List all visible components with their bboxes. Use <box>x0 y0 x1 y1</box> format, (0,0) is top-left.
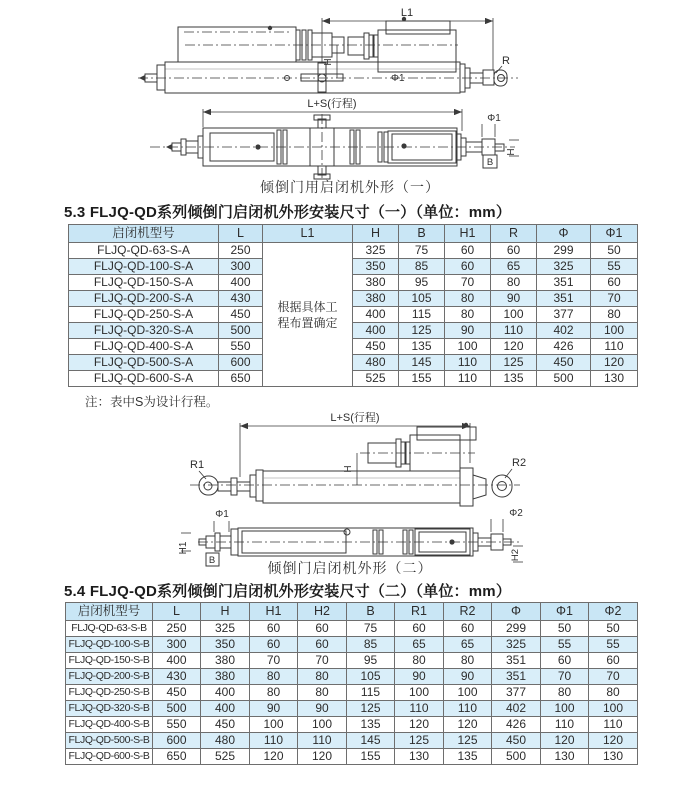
column-header: H <box>201 603 250 621</box>
value-cell: 426 <box>537 339 591 355</box>
value-cell: 380 <box>201 669 250 685</box>
value-cell: 250 <box>219 243 263 259</box>
value-cell: 350 <box>201 637 250 653</box>
value-cell: 500 <box>537 371 591 387</box>
value-cell: 145 <box>347 733 395 749</box>
fig2-h-side-label: H <box>343 465 354 473</box>
table-row <box>66 749 638 765</box>
value-cell: 480 <box>201 733 250 749</box>
value-cell: 525 <box>201 749 250 765</box>
fig2-phi2-label: Φ2 <box>509 508 523 519</box>
model-cell: FLJQ-QD-500-S-B <box>66 733 153 749</box>
value-cell: 65 <box>444 637 492 653</box>
value-cell: 115 <box>347 685 395 701</box>
value-cell: 155 <box>347 749 395 765</box>
column-header: Φ1 <box>591 225 638 243</box>
value-cell: 600 <box>219 355 263 371</box>
table-row <box>69 291 638 307</box>
table-row <box>69 259 638 275</box>
value-cell: 299 <box>492 621 541 637</box>
value-cell: 135 <box>399 339 445 355</box>
section-5-4-heading: 5.4 FLJQ-QD系列倾倒门启闭机外形安装尺寸（二）（单位：mm） <box>64 583 512 600</box>
value-cell: 65 <box>491 259 537 275</box>
value-cell: 70 <box>298 653 347 669</box>
value-cell: 80 <box>589 685 638 701</box>
model-cell: FLJQ-QD-200-S-B <box>66 669 153 685</box>
table-row <box>69 275 638 291</box>
value-cell: 70 <box>250 653 298 669</box>
column-header: 启闭机型号 <box>69 225 219 243</box>
value-cell: 155 <box>399 371 445 387</box>
value-cell: 480 <box>353 355 399 371</box>
model-cell: FLJQ-QD-63-S-B <box>66 621 153 637</box>
value-cell: 450 <box>353 339 399 355</box>
column-header: Φ <box>492 603 541 621</box>
value-cell: 80 <box>491 275 537 291</box>
value-cell: 402 <box>537 323 591 339</box>
value-cell: 90 <box>298 701 347 717</box>
value-cell: 351 <box>492 653 541 669</box>
value-cell: 115 <box>399 307 445 323</box>
value-cell: 500 <box>219 323 263 339</box>
column-header: H <box>353 225 399 243</box>
model-cell: FLJQ-QD-320-S-B <box>66 701 153 717</box>
value-cell: 60 <box>591 275 638 291</box>
model-cell: FLJQ-QD-200-S-A <box>69 291 219 307</box>
value-cell: 60 <box>445 259 491 275</box>
value-cell: 80 <box>445 307 491 323</box>
value-cell: 450 <box>492 733 541 749</box>
value-cell: 351 <box>537 275 591 291</box>
dimension-table-2 <box>65 602 638 765</box>
value-cell: 351 <box>492 669 541 685</box>
fig2-b-label: B <box>208 555 216 566</box>
value-cell: 70 <box>445 275 491 291</box>
value-cell: 110 <box>298 733 347 749</box>
value-cell: 60 <box>250 637 298 653</box>
value-cell: 60 <box>491 243 537 259</box>
model-cell: FLJQ-QD-250-S-B <box>66 685 153 701</box>
value-cell: 525 <box>353 371 399 387</box>
table-row <box>69 355 638 371</box>
value-cell: 125 <box>347 701 395 717</box>
column-header: R2 <box>444 603 492 621</box>
value-cell: 120 <box>541 733 589 749</box>
value-cell: 70 <box>589 669 638 685</box>
value-cell: 100 <box>395 685 444 701</box>
value-cell: 65 <box>395 637 444 653</box>
header-row <box>69 225 638 243</box>
table-row <box>66 669 638 685</box>
value-cell: 650 <box>219 371 263 387</box>
value-cell: 90 <box>445 323 491 339</box>
value-cell: 85 <box>347 637 395 653</box>
value-cell: 125 <box>491 355 537 371</box>
value-cell: 400 <box>201 685 250 701</box>
value-cell: 130 <box>541 749 589 765</box>
model-cell: FLJQ-QD-500-S-A <box>69 355 219 371</box>
fig1-phi1-plan-label: Φ1 <box>487 113 501 124</box>
value-cell: 500 <box>492 749 541 765</box>
value-cell: 402 <box>492 701 541 717</box>
fig1-plan-view <box>150 96 519 180</box>
value-cell: 80 <box>250 685 298 701</box>
value-cell: 120 <box>250 749 298 765</box>
figure1-drawing <box>0 0 700 200</box>
l1-note-line: 根据具体工 <box>277 299 338 314</box>
value-cell: 60 <box>250 621 298 637</box>
value-cell: 380 <box>201 653 250 669</box>
value-cell: 130 <box>395 749 444 765</box>
value-cell: 55 <box>589 637 638 653</box>
value-cell: 60 <box>589 653 638 669</box>
fig1-h-side-label: H <box>323 58 334 66</box>
value-cell: 130 <box>591 371 638 387</box>
value-cell: 135 <box>347 717 395 733</box>
value-cell: 400 <box>153 653 201 669</box>
table-row <box>69 307 638 323</box>
value-cell: 60 <box>444 621 492 637</box>
value-cell: 95 <box>347 653 395 669</box>
value-cell: 80 <box>298 685 347 701</box>
value-cell: 120 <box>591 355 638 371</box>
value-cell: 100 <box>250 717 298 733</box>
model-cell: FLJQ-QD-320-S-A <box>69 323 219 339</box>
value-cell: 90 <box>444 669 492 685</box>
column-header: B <box>347 603 395 621</box>
table-row <box>66 653 638 669</box>
value-cell: 120 <box>444 717 492 733</box>
value-cell: 325 <box>492 637 541 653</box>
column-header: H1 <box>445 225 491 243</box>
column-header: R <box>491 225 537 243</box>
value-cell: 450 <box>201 717 250 733</box>
fig2-h1-label: H1 <box>178 541 189 555</box>
fig1-l1-label: L1 <box>400 7 414 19</box>
value-cell: 90 <box>491 291 537 307</box>
value-cell: 75 <box>347 621 395 637</box>
table-row <box>66 701 638 717</box>
value-cell: 450 <box>219 307 263 323</box>
column-header: B <box>399 225 445 243</box>
l1-note-line: 程布置确定 <box>277 315 338 330</box>
value-cell: 110 <box>445 371 491 387</box>
value-cell: 110 <box>589 717 638 733</box>
value-cell: 80 <box>591 307 638 323</box>
value-cell: 100 <box>591 323 638 339</box>
value-cell: 377 <box>492 685 541 701</box>
value-cell: 60 <box>298 637 347 653</box>
column-header: Φ2 <box>589 603 638 621</box>
value-cell: 300 <box>219 259 263 275</box>
value-cell: 110 <box>444 701 492 717</box>
value-cell: 105 <box>347 669 395 685</box>
value-cell: 120 <box>589 733 638 749</box>
table-row <box>66 717 638 733</box>
table1-note: 注：表中S为设计行程。 <box>85 395 219 409</box>
value-cell: 70 <box>541 669 589 685</box>
value-cell: 650 <box>153 749 201 765</box>
figure2-caption: 倾倒门启闭机外形（二） <box>267 560 433 576</box>
table-row <box>69 339 638 355</box>
column-header: 启闭机型号 <box>66 603 153 621</box>
value-cell: 110 <box>541 717 589 733</box>
value-cell: 550 <box>219 339 263 355</box>
value-cell: 100 <box>445 339 491 355</box>
value-cell: 75 <box>399 243 445 259</box>
fig1-b-plan-label: B <box>486 157 494 168</box>
value-cell: 351 <box>537 291 591 307</box>
value-cell: 110 <box>445 355 491 371</box>
value-cell: 350 <box>353 259 399 275</box>
value-cell: 400 <box>353 307 399 323</box>
column-header: Φ1 <box>541 603 589 621</box>
value-cell: 426 <box>492 717 541 733</box>
value-cell: 80 <box>445 291 491 307</box>
value-cell: 400 <box>353 323 399 339</box>
table-row <box>66 685 638 701</box>
value-cell: 600 <box>153 733 201 749</box>
value-cell: 90 <box>395 669 444 685</box>
value-cell: 550 <box>153 717 201 733</box>
column-header: H1 <box>250 603 298 621</box>
value-cell: 380 <box>353 275 399 291</box>
value-cell: 135 <box>444 749 492 765</box>
fig2-h2-label: H2 <box>510 548 521 562</box>
value-cell: 100 <box>541 701 589 717</box>
value-cell: 125 <box>399 323 445 339</box>
value-cell: 120 <box>491 339 537 355</box>
value-cell: 50 <box>591 243 638 259</box>
fig1-side-view <box>138 7 518 93</box>
value-cell: 60 <box>445 243 491 259</box>
figure1-caption: 倾倒门用启闭机外形（一） <box>260 179 440 195</box>
value-cell: 300 <box>153 637 201 653</box>
column-header: L <box>153 603 201 621</box>
column-header: L <box>219 225 263 243</box>
fig2-side-view <box>190 410 526 506</box>
figure2-drawing <box>0 405 700 575</box>
column-header: L1 <box>263 225 353 243</box>
fig1-r-label: R <box>502 55 510 67</box>
value-cell: 60 <box>541 653 589 669</box>
fig1-h-plan-label: H <box>506 148 517 156</box>
value-cell: 135 <box>491 371 537 387</box>
value-cell: 50 <box>541 621 589 637</box>
value-cell: 90 <box>250 701 298 717</box>
table-row <box>66 637 638 653</box>
value-cell: 80 <box>444 653 492 669</box>
section-5-3-heading: 5.3 FLJQ-QD系列倾倒门启闭机外形安装尺寸（一）（单位：mm） <box>64 204 512 221</box>
value-cell: 110 <box>395 701 444 717</box>
value-cell: 377 <box>537 307 591 323</box>
value-cell: 100 <box>589 701 638 717</box>
table-row <box>66 621 638 637</box>
value-cell: 80 <box>395 653 444 669</box>
value-cell: 145 <box>399 355 445 371</box>
value-cell: 430 <box>219 291 263 307</box>
value-cell: 80 <box>541 685 589 701</box>
value-cell: 100 <box>491 307 537 323</box>
value-cell: 325 <box>353 243 399 259</box>
value-cell: 110 <box>250 733 298 749</box>
value-cell: 105 <box>399 291 445 307</box>
header-row <box>66 603 638 621</box>
value-cell: 120 <box>298 749 347 765</box>
model-cell: FLJQ-QD-100-S-B <box>66 637 153 653</box>
value-cell: 80 <box>250 669 298 685</box>
column-header: H2 <box>298 603 347 621</box>
value-cell: 325 <box>537 259 591 275</box>
fig1-ls-label: L+S(行程) <box>307 98 357 110</box>
l1-note-cell <box>263 243 353 387</box>
value-cell: 125 <box>395 733 444 749</box>
value-cell: 120 <box>395 717 444 733</box>
value-cell: 60 <box>395 621 444 637</box>
value-cell: 130 <box>589 749 638 765</box>
table-row <box>69 323 638 339</box>
value-cell: 250 <box>153 621 201 637</box>
value-cell: 380 <box>353 291 399 307</box>
model-cell: FLJQ-QD-100-S-A <box>69 259 219 275</box>
column-header: R1 <box>395 603 444 621</box>
fig2-r2-label: R2 <box>512 457 527 469</box>
model-cell: FLJQ-QD-150-S-B <box>66 653 153 669</box>
table-row <box>66 733 638 749</box>
value-cell: 110 <box>591 339 638 355</box>
model-cell: FLJQ-QD-63-S-A <box>69 243 219 259</box>
dimension-table-1 <box>68 224 638 387</box>
fig2-r1-label: R1 <box>190 459 205 471</box>
value-cell: 50 <box>589 621 638 637</box>
model-cell: FLJQ-QD-600-S-A <box>69 371 219 387</box>
value-cell: 325 <box>201 621 250 637</box>
table-row <box>69 371 638 387</box>
fig2-phi1-label: Φ1 <box>215 509 229 520</box>
value-cell: 70 <box>591 291 638 307</box>
value-cell: 80 <box>298 669 347 685</box>
value-cell: 55 <box>591 259 638 275</box>
fig2-ls-label: L+S(行程) <box>330 412 380 424</box>
value-cell: 430 <box>153 669 201 685</box>
value-cell: 55 <box>541 637 589 653</box>
fig1-phi1-side-label: Φ1 <box>391 73 405 84</box>
value-cell: 85 <box>399 259 445 275</box>
model-cell: FLJQ-QD-400-S-B <box>66 717 153 733</box>
value-cell: 450 <box>153 685 201 701</box>
value-cell: 60 <box>298 621 347 637</box>
value-cell: 95 <box>399 275 445 291</box>
column-header: Φ <box>537 225 591 243</box>
value-cell: 100 <box>444 685 492 701</box>
value-cell: 400 <box>201 701 250 717</box>
model-cell: FLJQ-QD-150-S-A <box>69 275 219 291</box>
value-cell: 125 <box>444 733 492 749</box>
model-cell: FLJQ-QD-600-S-B <box>66 749 153 765</box>
value-cell: 450 <box>537 355 591 371</box>
value-cell: 500 <box>153 701 201 717</box>
value-cell: 400 <box>219 275 263 291</box>
model-cell: FLJQ-QD-250-S-A <box>69 307 219 323</box>
table-row <box>69 243 638 259</box>
model-cell: FLJQ-QD-400-S-A <box>69 339 219 355</box>
value-cell: 110 <box>491 323 537 339</box>
value-cell: 100 <box>298 717 347 733</box>
value-cell: 299 <box>537 243 591 259</box>
